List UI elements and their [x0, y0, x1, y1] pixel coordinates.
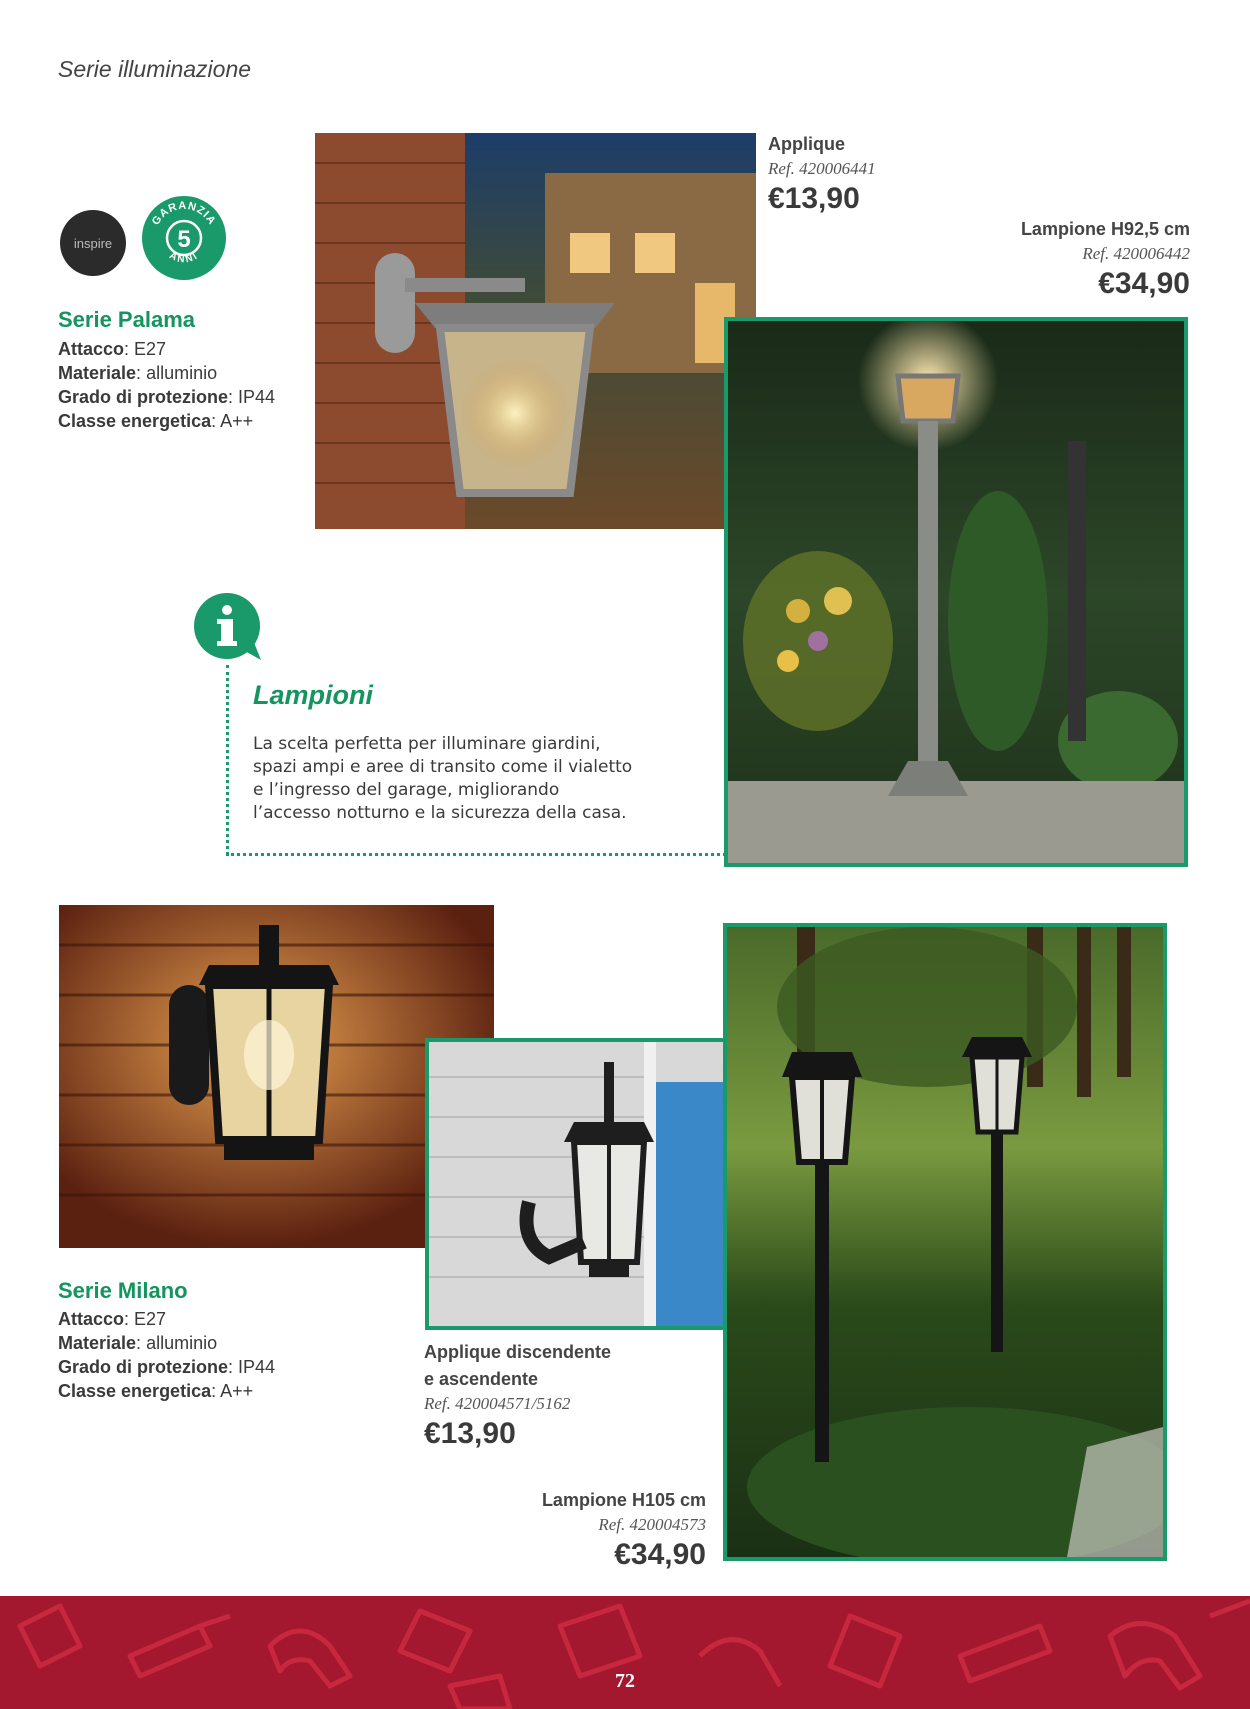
- info-dotted-line-vertical: [226, 665, 229, 855]
- product-ref: Ref. 420004571/5162: [424, 1394, 571, 1413]
- product-price: €13,90: [424, 1417, 516, 1450]
- product-name-line2: e ascendente: [424, 1369, 539, 1389]
- info-icon: [193, 592, 263, 662]
- warranty-number: 5: [177, 226, 191, 253]
- milano-lampione-info: [460, 1487, 706, 1574]
- page-number: 72: [615, 1670, 635, 1692]
- product-price: €34,90: [614, 1538, 706, 1571]
- product-ref: Ref. 420004573: [598, 1515, 706, 1534]
- spec-row: Grado di protezione: IP44: [58, 387, 276, 407]
- spec-row: Classe energetica: A++: [58, 1381, 254, 1401]
- palama-title: Serie Palama: [58, 307, 195, 332]
- milano-applique-info: [424, 1339, 611, 1453]
- product-name: Applique: [768, 134, 845, 154]
- warranty-top-text: GARANZIA: [149, 199, 219, 228]
- info-line: e l’ingresso del garage, migliorando: [253, 780, 560, 800]
- spec-row: Classe energetica: A++: [58, 411, 254, 431]
- info-line: La scelta perfetta per illuminare giardini,: [253, 734, 601, 754]
- palama-lampione-info: [900, 216, 1190, 303]
- palama-lampione-photo: [724, 317, 1188, 867]
- series-label: Serie illuminazione: [58, 56, 252, 82]
- spec-row: Attacco: E27: [58, 339, 167, 359]
- spec-row: Attacco: E27: [58, 1309, 167, 1329]
- info-title: Lampioni: [253, 680, 373, 710]
- spec-row: Materiale: alluminio: [58, 1333, 218, 1353]
- warranty-bottom-text: ANNI: [167, 250, 201, 266]
- product-ref: Ref. 420006441: [768, 159, 876, 178]
- warranty-badge: [141, 195, 227, 281]
- info-text: [253, 733, 673, 825]
- info-line: spazi ampi e aree di transito come il vialetto: [253, 757, 633, 777]
- spec-row: Grado di protezione: IP44: [58, 1357, 276, 1377]
- inspire-logo: inspire: [60, 210, 126, 276]
- spec-row: Materiale: alluminio: [58, 363, 218, 383]
- milano-lampione-photo: [723, 923, 1167, 1561]
- product-name-line1: Applique discendente: [424, 1342, 612, 1362]
- info-line: l’accesso notturno e la sicurezza della casa.: [253, 803, 627, 823]
- palama-applique-photo: [315, 133, 756, 529]
- product-price: €34,90: [1098, 267, 1190, 300]
- palama-applique-info: [768, 131, 876, 218]
- milano-applique-photo: [425, 1038, 754, 1330]
- product-price: €13,90: [768, 182, 860, 215]
- product-name: Lampione H105 cm: [541, 1490, 706, 1510]
- palama-specs: [58, 337, 275, 433]
- milano-title: Serie Milano: [58, 1278, 188, 1303]
- info-dotted-line-horizontal: [226, 853, 726, 856]
- product-name: Lampione H92,5 cm: [1020, 219, 1190, 239]
- milano-specs: [58, 1307, 275, 1403]
- product-ref: Ref. 420006442: [1082, 244, 1190, 263]
